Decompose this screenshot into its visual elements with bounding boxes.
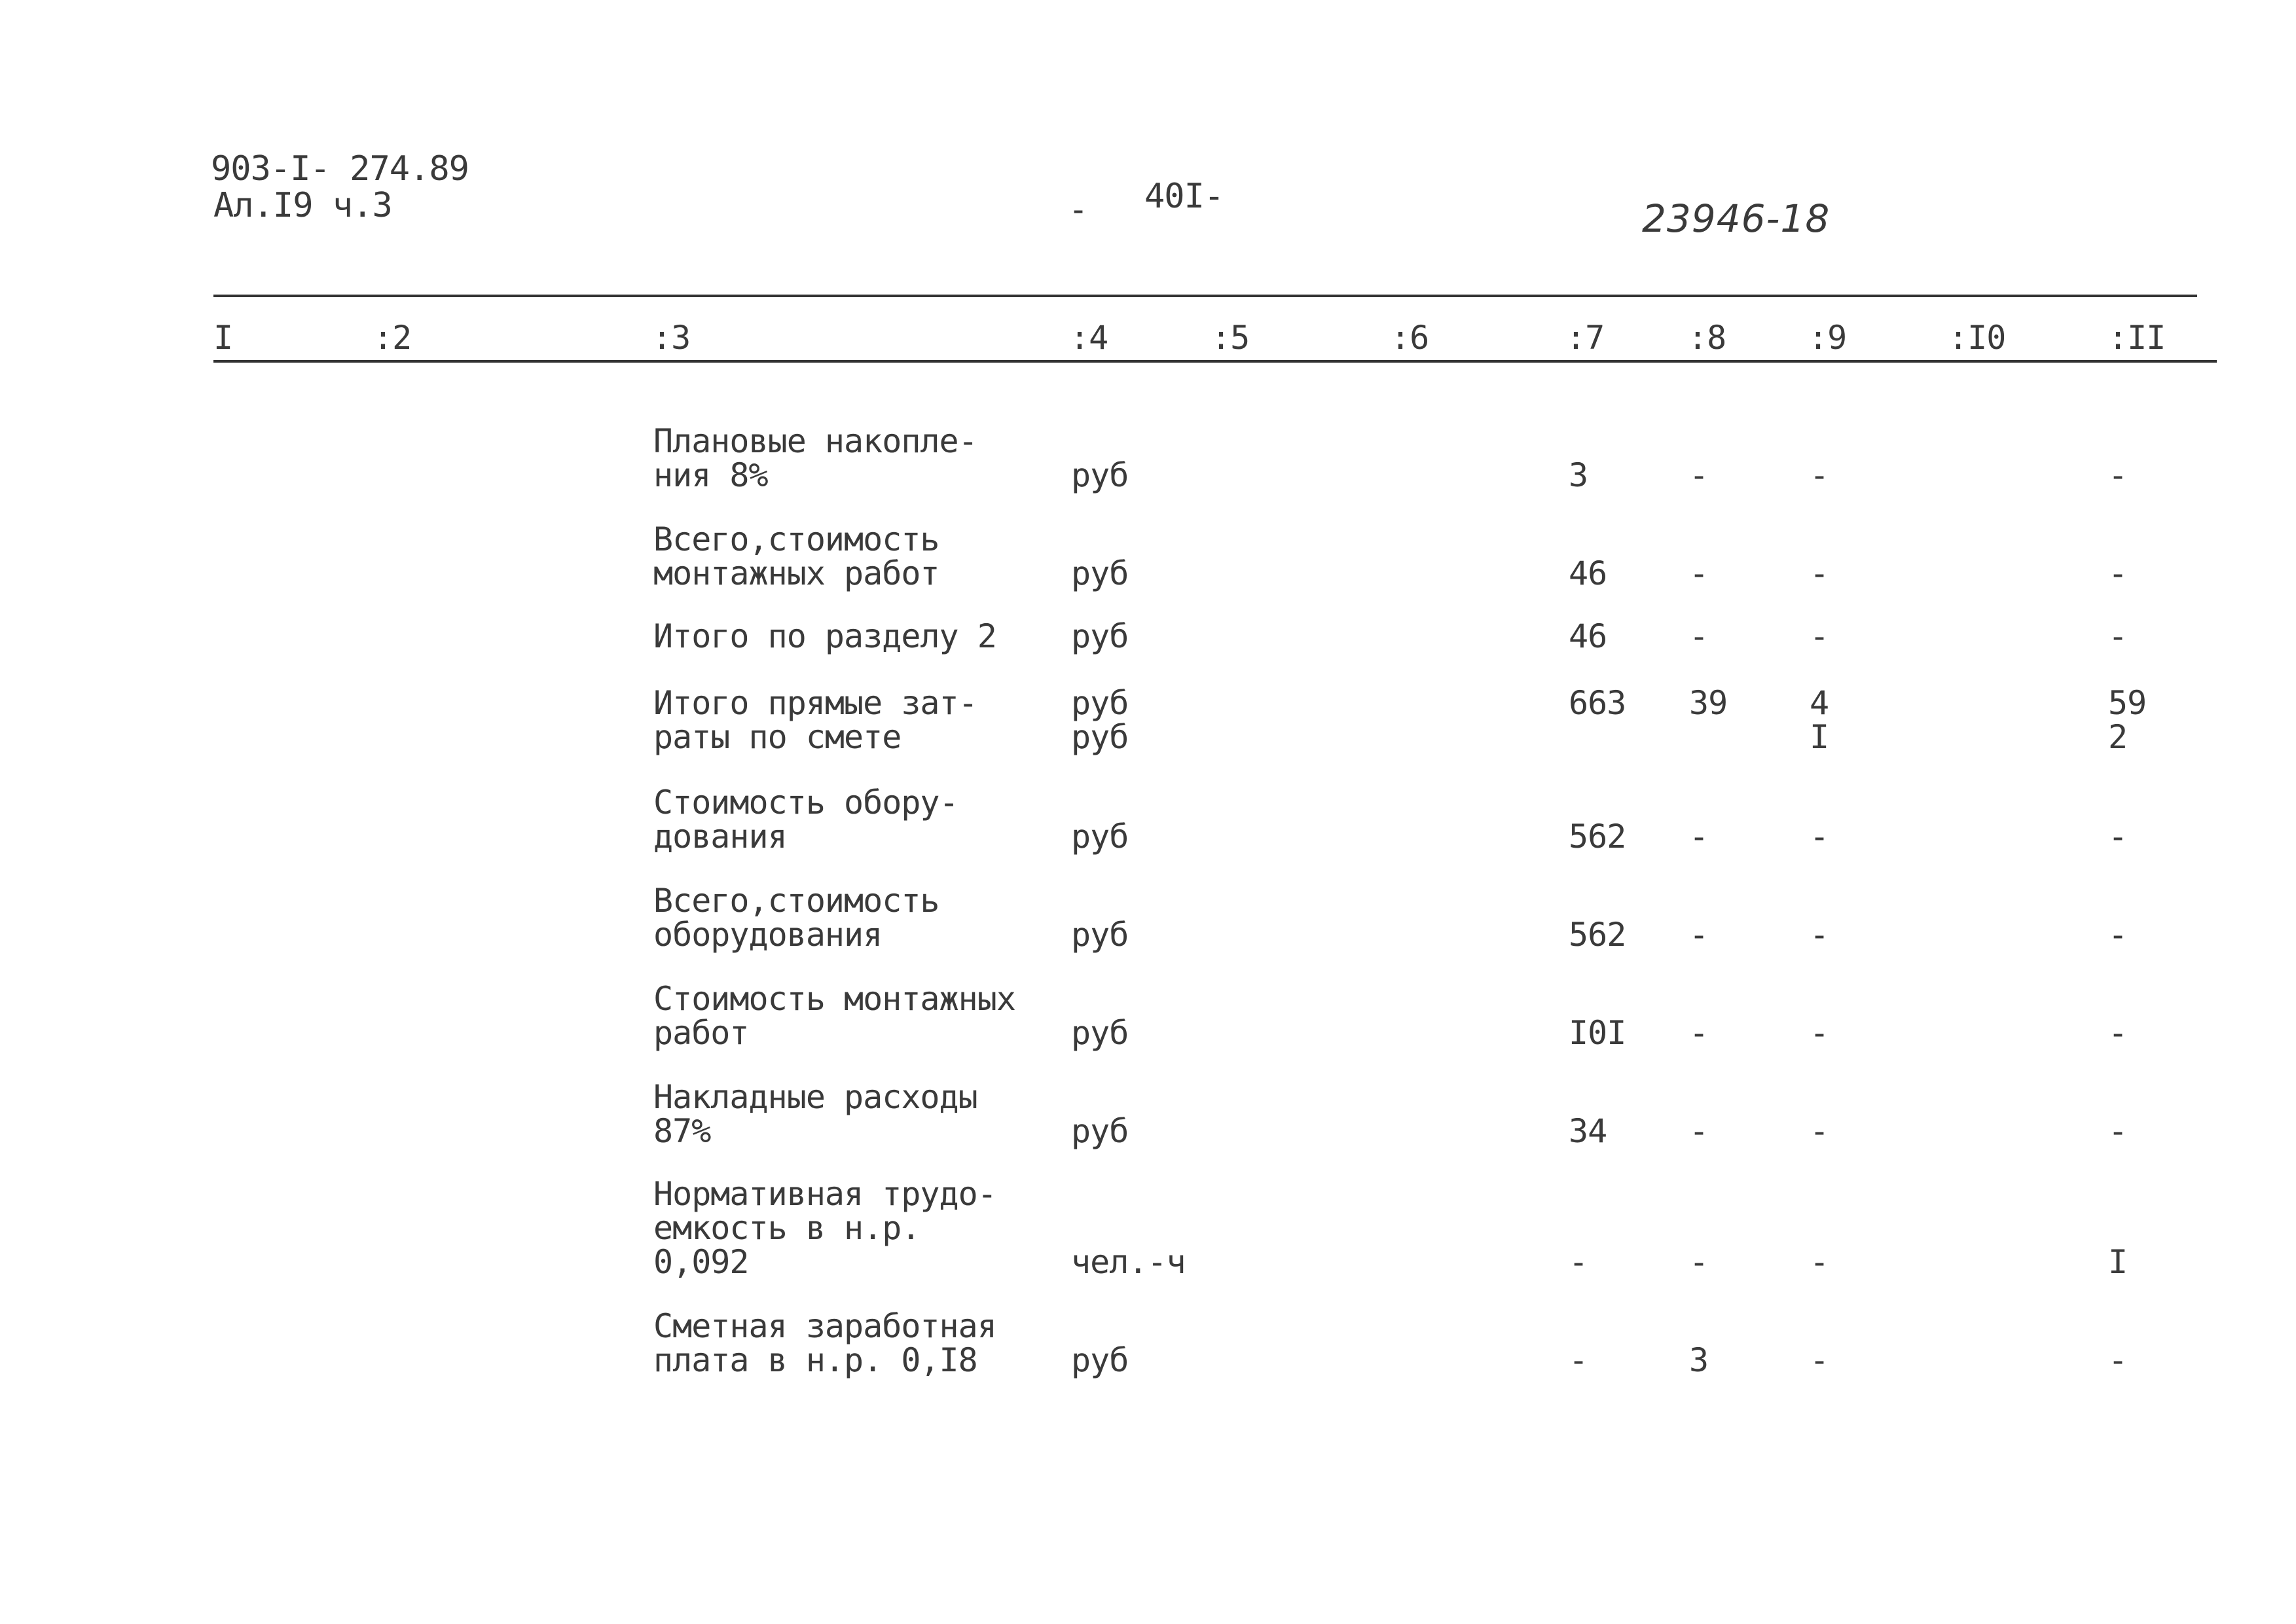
row-col8: - [1689, 1112, 1709, 1150]
row-description: Накладные расходы 87% [653, 1078, 977, 1150]
column-header: :9 [1808, 319, 1847, 357]
row-description: Стоимость монтажных работ [653, 980, 1015, 1052]
row-col7: 562 [1569, 818, 1626, 856]
row-col11: 59 2 [2108, 684, 2147, 756]
row-unit: руб [1071, 554, 1129, 592]
row-col9: - [1810, 1243, 1829, 1281]
column-header: :8 [1688, 319, 1726, 357]
row-unit: руб руб [1071, 684, 1129, 756]
row-col7: 46 [1569, 617, 1607, 655]
table-top-rule [213, 295, 2197, 297]
row-col8: 39 [1689, 684, 1728, 722]
row-unit: руб [1071, 1112, 1129, 1150]
row-col9: - [1810, 916, 1829, 954]
row-col9: - [1810, 456, 1829, 494]
row-col9: - [1810, 1014, 1829, 1052]
row-description: Нормативная трудо- емкость в н.р. 0,092 [653, 1175, 996, 1281]
document-code: 903-I- 274.89 [211, 149, 469, 189]
row-col8: - [1689, 617, 1709, 655]
table-header-rule [213, 360, 2217, 363]
row-unit: руб [1071, 916, 1129, 954]
row-unit: руб [1071, 818, 1129, 856]
column-header: :II [2108, 319, 2166, 357]
row-col9: - [1810, 818, 1829, 856]
row-col11: - [2108, 1014, 2128, 1052]
row-col8: - [1689, 1243, 1709, 1281]
row-col9: - [1810, 554, 1829, 592]
column-header: :3 [652, 319, 691, 357]
row-col8: - [1689, 554, 1709, 592]
row-col11: - [2108, 554, 2128, 592]
page-number: 40I- [1144, 177, 1224, 216]
row-description: Стоимость обору- дования [653, 784, 958, 856]
row-col11: - [2108, 456, 2128, 494]
row-description: Плановые накопле- ния 8% [653, 422, 977, 494]
row-col8: - [1689, 916, 1709, 954]
column-header: :2 [373, 319, 412, 357]
row-col7: - [1569, 1341, 1588, 1379]
row-col8: - [1689, 818, 1709, 856]
row-description: Итого по разделу 2 [653, 617, 996, 655]
column-header: :7 [1566, 319, 1605, 357]
row-col7: - [1569, 1243, 1588, 1281]
row-col9: - [1810, 1112, 1829, 1150]
row-unit: руб [1071, 456, 1129, 494]
page-number-prefix: - [1068, 190, 1088, 228]
stamp-number: 23946-18 [1642, 196, 1831, 241]
column-header: :I0 [1948, 319, 2006, 357]
row-col11: - [2108, 617, 2128, 655]
row-col7: I0I [1569, 1014, 1626, 1052]
row-description: Сметная заработная плата в н.р. 0,I8 [653, 1307, 996, 1379]
row-col11: - [2108, 916, 2128, 954]
row-col7: 46 [1569, 554, 1607, 592]
row-col7: 663 [1569, 684, 1626, 722]
row-col11: I [2108, 1243, 2128, 1281]
row-unit: руб [1071, 1341, 1129, 1379]
row-col11: - [2108, 1112, 2128, 1150]
row-col9: - [1810, 617, 1829, 655]
row-unit: руб [1071, 617, 1129, 655]
column-header: :6 [1391, 319, 1429, 357]
row-description: Всего,стоимость оборудования [653, 882, 939, 954]
row-unit: руб [1071, 1014, 1129, 1052]
row-col9: 4 I [1810, 684, 1829, 756]
column-header: I [213, 319, 233, 357]
row-col7: 3 [1569, 456, 1588, 494]
row-col9: - [1810, 1341, 1829, 1379]
row-unit: чел.-ч [1071, 1243, 1186, 1281]
row-col8: - [1689, 1014, 1709, 1052]
row-description: Всего,стоимость монтажных работ [653, 520, 939, 592]
column-header: :4 [1070, 319, 1108, 357]
album-reference: Ал.I9 ч.3 [213, 186, 392, 225]
column-header: :5 [1211, 319, 1250, 357]
row-description: Итого прямые зат- раты по смете [653, 684, 977, 756]
row-col11: - [2108, 1341, 2128, 1379]
row-col7: 34 [1569, 1112, 1607, 1150]
row-col7: 562 [1569, 916, 1626, 954]
row-col11: - [2108, 818, 2128, 856]
row-col8: - [1689, 456, 1709, 494]
row-col8: 3 [1689, 1341, 1709, 1379]
